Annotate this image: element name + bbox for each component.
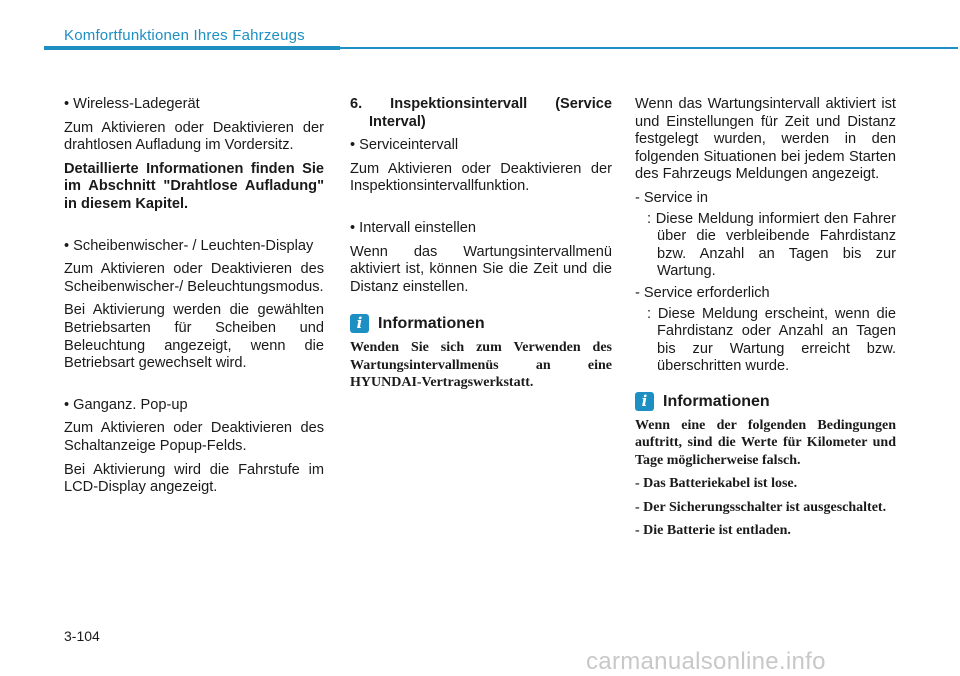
bullet-gear-popup: • Ganganz. Pop-up: [64, 396, 188, 413]
watermark: carmanualsonline.info: [586, 648, 826, 675]
info-box-header: [350, 314, 612, 333]
info-list-item: - Das Batteriekabel ist lose.: [635, 476, 798, 492]
section-title: Komfortfunktionen Ihres Fahrzeugs: [64, 27, 305, 44]
list-item-service-in: - Service in: [635, 189, 708, 206]
paragraph: Zum Aktivieren oder Deaktivieren der drahtlosen Aufladung im Vordersitz.: [64, 119, 324, 154]
info-box-header: [635, 392, 896, 411]
page-number: 3-104: [64, 628, 100, 644]
info-list-item: - Der Sicherungsschalter ist ausgeschaltet.: [635, 499, 887, 515]
bullet-set-interval: • Intervall einstellen: [350, 219, 476, 236]
paragraph: Wenn das Wartungsintervallmenü aktiviert ist, können Sie die Zeit und die Distanz einstellen.: [350, 243, 612, 295]
list-item-service-required: - Service erforderlich: [635, 284, 770, 301]
header-rule-thin: [340, 47, 958, 49]
info-icon: i: [350, 314, 369, 333]
list-item-description: : Diese Meldung erscheint, wenn die Fahrdistanz oder Anzahl an Tagen bis zur Wartung erreicht bzw. überschritten wurde.: [647, 305, 896, 375]
list-item-description: : Diese Meldung informiert den Fahrer über die verbleibende Fahrdistanz bzw. Anzahl an Tagen bis zur Wartung.: [647, 210, 896, 280]
bullet-wireless-charger: • Wireless-Ladegerät: [64, 96, 200, 112]
paragraph: Zum Aktivieren oder Deaktivieren des Scheibenwischer-/ Beleuchtungsmodus.: [64, 261, 324, 295]
paragraph: Bei Aktivierung werden die gewählten Betriebsarten für Scheiben und Beleuchtung angezeigt, wenn die Betriebsart gewechselt wird.: [64, 302, 324, 372]
paragraph: Wenn das Wartungsintervall aktiviert ist und Einstellungen für Zeit und Distanz festgelegt wurden, werden in den folgenden Situationen bei jedem Starten des Fahrzeugs Meldungen angezeigt.: [635, 96, 896, 183]
paragraph-bold: Detaillierte Informationen finden Sie im Abschnitt "Drahtlose Aufladung" in diesem Kapitel.: [64, 160, 324, 212]
info-icon: i: [635, 392, 654, 411]
info-text: Wenn eine der folgenden Bedingungen auftritt, sind die Werte für Kilometer und Tage möglicherweise falsch.: [635, 417, 896, 468]
info-text: Wenden Sie sich zum Verwenden des Wartungsintervallmenüs an eine HYUNDAI-Vertragswerkstatt.: [350, 340, 612, 391]
column-2: [350, 96, 612, 398]
info-title: Informationen: [378, 315, 485, 333]
bullet-service-interval: • Serviceintervall: [350, 137, 459, 154]
bullet-wiper-light-display: • Scheibenwischer- / Leuchten-Display: [64, 237, 314, 254]
section-heading-service-interval: 6. Inspektionsintervall (Service Interval): [350, 96, 612, 130]
info-list-item: - Die Batterie ist entladen.: [635, 523, 791, 539]
info-title: Informationen: [663, 392, 770, 410]
paragraph: Zum Aktivieren oder Deaktivieren der Inspektionsintervallfunktion.: [350, 160, 612, 195]
header-rule-thick: [44, 46, 340, 50]
column-3: [635, 96, 896, 546]
paragraph: Zum Aktivieren oder Deaktivieren des Schaltanzeige Popup-Felds.: [64, 420, 324, 454]
column-1: [64, 96, 324, 503]
paragraph: Bei Aktivierung wird die Fahrstufe im LCD-Display angezeigt.: [64, 461, 324, 496]
